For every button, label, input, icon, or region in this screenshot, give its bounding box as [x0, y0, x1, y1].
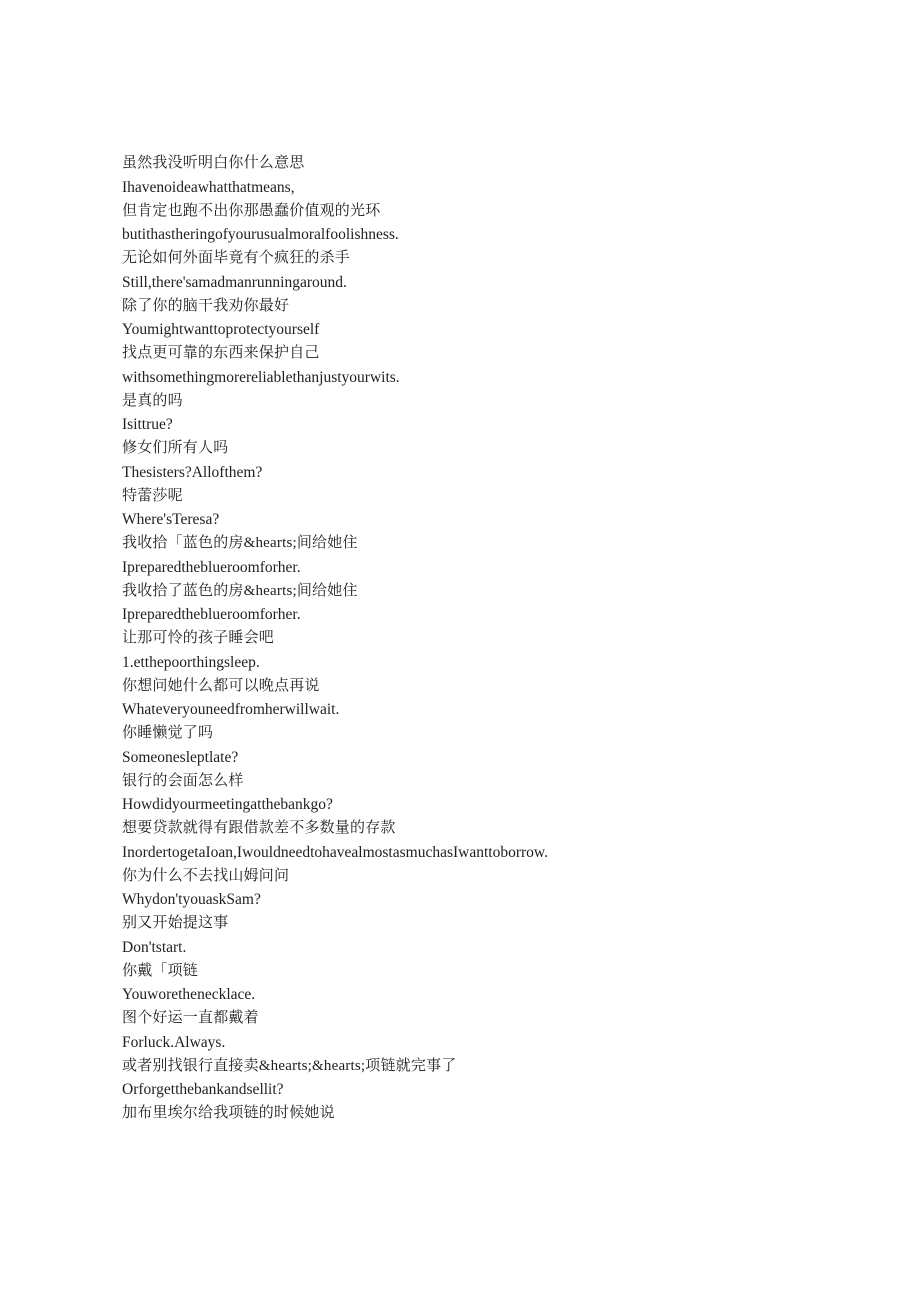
subtitle-line: 我收拾「蓝色的房&hearts;间给她住: [122, 535, 358, 551]
subtitle-line: Ipreparedtheblueroomforher.: [122, 606, 301, 624]
subtitle-line: 银行的会面怎么样: [122, 772, 244, 789]
subtitle-line: Thesisters?Allofthem?: [122, 463, 263, 481]
subtitle-line: Whydon'tyouaskSam?: [122, 891, 261, 909]
subtitle-line: 找点更可靠的东西来保护自己: [122, 345, 320, 361]
subtitle-line: 你睡懒觉了吗: [122, 725, 214, 741]
subtitle-line: 1.etthepoorthingsleep.: [122, 653, 260, 671]
subtitle-line: 除了你的脑干我劝你最好: [122, 297, 290, 314]
subtitle-line: butithastheringofyourusualmoralfoolishness.: [122, 226, 399, 244]
subtitle-line: Forluck.Always.: [122, 1033, 226, 1051]
subtitle-line: 修女们所有人吗: [122, 440, 229, 456]
subtitle-line: Youworethenecklace.: [122, 986, 256, 1004]
subtitle-line: Ipreparedtheblueroomforher.: [122, 558, 301, 576]
subtitle-line: Ihavenoideawhatthatmeans,: [122, 178, 295, 196]
subtitle-line: Orforgetthebankandsellit?: [122, 1081, 284, 1099]
subtitle-line: 特蕾莎呢: [122, 487, 183, 504]
subtitle-line: 你为什么不去找山姆问问: [122, 867, 290, 884]
subtitle-line: Howdidyourmeetingatthebankgo?: [122, 796, 333, 814]
subtitle-line: Whateveryouneedfromherwillwait.: [122, 701, 340, 719]
subtitle-line: Where'sTeresa?: [122, 511, 220, 529]
subtitle-line: withsomethingmorereliablethanjustyourwits.: [122, 368, 400, 386]
subtitle-line: 是真的吗: [122, 392, 183, 409]
subtitle-line: 你想问她什么都可以晚点再说: [122, 677, 320, 694]
subtitle-list: [122, 152, 842, 1126]
subtitle-line: 别又开始提这事: [122, 915, 229, 931]
subtitle-line: Someonesleptlate?: [122, 748, 239, 766]
subtitle-line: 加布里埃尔给我项链的时候她说: [122, 1105, 335, 1121]
subtitle-line: 虽然我没听明白你什么意思: [122, 155, 305, 171]
subtitle-line: Don'tstart.: [122, 938, 187, 956]
subtitle-line: 无论如何外面毕竟有个疯狂的杀手: [122, 250, 351, 266]
subtitle-line: 或者别找银行直接卖&hearts;&hearts;项链就完事了: [122, 1057, 457, 1074]
subtitle-line: 想要贷款就得有跟借款差不多数量的存款: [122, 820, 396, 836]
subtitle-line: 我收拾了蓝色的房&hearts;间给她住: [122, 582, 358, 599]
subtitle-line: 图个好运一直都戴着: [122, 1010, 259, 1026]
subtitle-line: Youmightwanttoprotectyourself: [122, 321, 320, 339]
subtitle-line: 你戴「项链: [122, 962, 199, 979]
subtitle-line: Isittrue?: [122, 416, 173, 434]
subtitle-line: Still,there'samadmanrunningaround.: [122, 273, 347, 291]
subtitle-line: 让那可怜的孩子睡会吧: [122, 630, 275, 646]
subtitle-line: 但肯定也跑不出你那愚蠢价值观的光环: [122, 202, 381, 219]
subtitle-line: InordertogetaIoan,IwouldneedtohavealmostasmuchasIwanttoborrow.: [122, 843, 548, 861]
